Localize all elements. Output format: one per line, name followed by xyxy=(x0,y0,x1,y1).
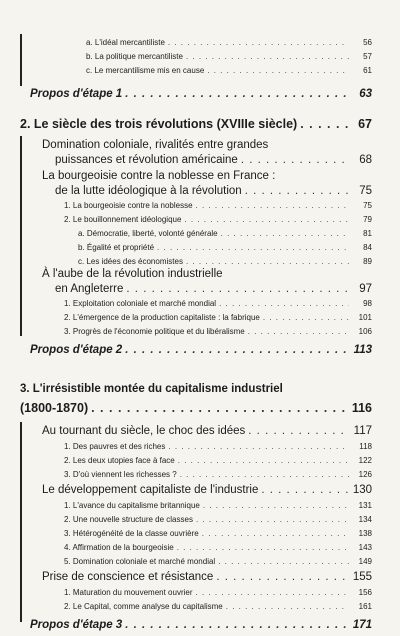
toc-section[interactable]: en Angleterre . . . 97 xyxy=(55,283,372,295)
toc-section-line[interactable]: La bourgeoisie contre la noblesse en France : xyxy=(42,170,276,182)
toc-entry[interactable]: 3. Progrès de l'économie politique et du libéralisme . . . 106 xyxy=(64,327,372,336)
toc-entry[interactable]: 5. Domination coloniale et marché mondial . . . 149 xyxy=(64,557,372,566)
toc-entry[interactable]: 1. Des pauvres et des riches . . . 118 xyxy=(64,442,372,451)
toc-entry[interactable]: c. Le mercantilisme mis en cause . . . 61 xyxy=(86,66,372,75)
toc-entry[interactable]: 1. Maturation du mouvement ouvrier . . . 156 xyxy=(64,588,372,597)
toc-entry[interactable]: 1. La bourgeoisie contre la noblesse . . . 75 xyxy=(64,201,372,210)
toc-entry[interactable]: 2. L'émergence de la production capitaliste : la fabrique . . . 101 xyxy=(64,313,372,322)
toc-entry[interactable]: b. Égalité et propriété . . . 84 xyxy=(78,243,372,252)
toc-entry[interactable]: 4. Affirmation de la bourgeoisie . . . 143 xyxy=(64,543,372,552)
toc-section-line[interactable]: Domination coloniale, rivalités entre grandes xyxy=(42,139,269,151)
toc-propos[interactable]: Propos d'étape 1 . . . 63 xyxy=(30,88,372,100)
toc-section-line[interactable]: À l'aube de la révolution industrielle xyxy=(42,268,223,280)
toc-entry[interactable]: a. L'idéal mercantiliste . . . 56 xyxy=(86,38,372,47)
section-bar xyxy=(20,136,22,336)
toc-entry[interactable]: b. La politique mercantiliste . . . 57 xyxy=(86,52,372,61)
toc-chapter[interactable]: 2. Le siècle des trois révolutions (XVIIIe siècle) . . . 67 xyxy=(20,117,372,131)
toc-entry[interactable]: 2. Les deux utopies face à face . . . 122 xyxy=(64,456,372,465)
toc-section[interactable]: Au tournant du siècle, le choc des idées . . . 117 xyxy=(42,425,372,437)
toc-section[interactable]: puissances et révolution américaine . . . 68 xyxy=(55,154,372,166)
toc-entry[interactable]: 2. Une nouvelle structure de classes . . . 134 xyxy=(64,515,372,524)
section-bar xyxy=(20,34,22,86)
toc-entry[interactable]: 1. L'avance du capitalisme britannique . . . 131 xyxy=(64,501,372,510)
toc-chapter[interactable]: (1800-1870) . . . 116 xyxy=(20,401,372,415)
toc-entry[interactable]: c. Les idées des économistes . . . 89 xyxy=(78,257,372,266)
toc-entry[interactable]: 1. Exploitation coloniale et marché mondial . . . 98 xyxy=(64,299,372,308)
toc-entry[interactable]: 3. D'où viennent les richesses ? . . . 126 xyxy=(64,470,372,479)
toc-entry[interactable]: 2. Le Capital, comme analyse du capitalisme . . . 161 xyxy=(64,602,372,611)
toc-propos[interactable]: Propos d'étape 3 . . . 171 xyxy=(30,619,372,631)
toc-entry[interactable]: 3. Hétérogénéité de la classe ouvrière . . . 138 xyxy=(64,529,372,538)
toc-chapter-line[interactable]: 3. L'irrésistible montée du capitalisme industriel xyxy=(20,383,283,395)
toc-entry[interactable]: 2. Le bouillonnement idéologique . . . 79 xyxy=(64,215,372,224)
toc-propos[interactable]: Propos d'étape 2 . . . 113 xyxy=(30,344,372,356)
toc-section[interactable]: Le développement capitaliste de l'industrie . . . 130 xyxy=(42,484,372,496)
section-bar xyxy=(20,422,22,622)
toc-section[interactable]: Prise de conscience et résistance . . . 155 xyxy=(42,571,372,583)
toc-entry[interactable]: a. Démocratie, liberté, volonté générale . . . 81 xyxy=(78,229,372,238)
toc-section[interactable]: de la lutte idéologique à la révolution . . . 75 xyxy=(55,185,372,197)
